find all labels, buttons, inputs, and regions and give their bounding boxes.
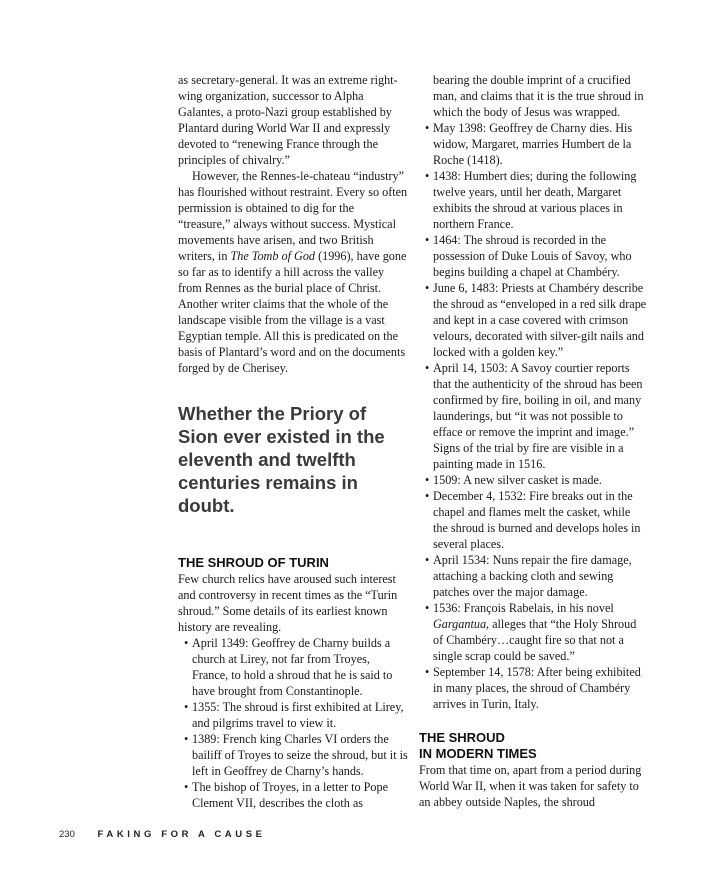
running-head: FAKING FOR A CAUSE [97, 829, 266, 840]
list-item: • May 1398: Geoffrey de Charny dies. His widow, Margaret, marries Humbert de la Roche (1418). [425, 121, 633, 167]
bullet-glyph: • [184, 636, 189, 650]
book-title: Gargantua, [433, 617, 490, 631]
bullet-glyph: • [425, 553, 430, 567]
pull-quote: Whether the Priory of Sion ever existed in the eleventh and twelfth centuries remains in doubt. [178, 403, 385, 516]
list-item: • 1438: Humbert dies; during the following twelve years, until her death, Margaret exhibits the shroud at various places in northern France. [425, 169, 637, 231]
paragraph-rennes-industry [178, 168, 408, 376]
bullet-glyph: • [425, 489, 430, 503]
bullet-glyph: • [425, 665, 430, 679]
list-item: • December 4, 1532: Fire breaks out in the chapel and flames melt the casket, while the shroud is burned and develops holes in several places. [425, 489, 641, 551]
paragraph-text: However, the Rennes-le-chateau “industry” has flourished without restraint. Every so often permission is obtained to dig for the “treasure,” always without success. Mystical movements have arisen, and two British writers, in [178, 169, 408, 263]
list-item: • April 1534: Nuns repair the fire damage, attaching a backing cloth and sewing patches over the major damage. [425, 553, 632, 599]
paragraph-secretary-general: as secretary-general. It was an extreme right-wing organization, successor to Alpha Galantes, a proto-Nazi group established by Plantard during World War II and expressly devoted to “renewing France through the principles of chivalry.” [178, 73, 398, 167]
right-column [419, 72, 647, 810]
page-number: 230 [59, 829, 75, 840]
bullet-glyph: • [425, 121, 430, 135]
paragraph-text: (1996), have gone so far as to identify a hill across the valley from Rennes as the burial place of Christ. Another writer claims that the whole of the landscape visible from the village is a vast Egyptian temple. All this is predicated on the basis of Plantard’s word and on the documents forged by de Cherisey. [178, 249, 407, 375]
bullet-glyph: • [184, 700, 189, 714]
list-item: • 1536: François Rabelais, in his novel Gargantua, alleges that “the Holy Shroud of Chambéry…caught fire so that not a single scrap could be saved.” [425, 601, 637, 663]
heading-line: IN MODERN TIMES [419, 746, 537, 761]
list-item: • 1464: The shroud is recorded in the possession of Duke Louis of Savoy, who begins building a chapel at Chambéry. [425, 233, 632, 279]
bullet-glyph: • [425, 361, 430, 375]
list-item: • 1355: The shroud is first exhibited at Lirey, and pilgrims travel to view it. [184, 700, 404, 730]
bullet-glyph: • [425, 281, 430, 295]
section-heading-shroud-of-turin: THE SHROUD OF TURIN [178, 555, 329, 570]
page-footer [59, 829, 266, 840]
list-item: • 1389: French king Charles VI orders the bailiff of Troyes to seize the shroud, but it is left in Geoffrey de Charny’s hands. [184, 732, 408, 778]
bullet-glyph: • [184, 780, 189, 794]
list-item-continuation: bearing the double imprint of a crucified man, and claims that it is the true shroud in which the body of Jesus was wrapped. [433, 73, 644, 119]
list-item: • The bishop of Troyes, in a letter to Pope Clement VII, describes the cloth as [184, 780, 388, 810]
bullet-list-right [419, 72, 647, 712]
left-column [178, 72, 408, 811]
list-item: • June 6, 1483: Priests at Chambéry describe the shroud as “enveloped in a red silk drape and kept in a case covered with crimson velours, decorated with silver-gilt nails and locked with a golden key.” [425, 281, 647, 359]
bullet-glyph: • [425, 233, 430, 247]
book-title: The Tomb of God [230, 249, 316, 263]
heading-line: THE SHROUD [419, 730, 505, 745]
paragraph-intro: Few church relics have aroused such interest and controversy in recent times as the “Turin shroud.” Some details of its earliest known history are revealing. [178, 572, 398, 634]
bullet-glyph: • [425, 601, 430, 615]
list-item: • September 14, 1578: After being exhibited in many places, the shroud of Chambéry arrives in Turin, Italy. [425, 665, 641, 711]
bullet-list-left [178, 635, 408, 811]
bullet-glyph: • [425, 473, 430, 487]
bullet-glyph: • [184, 732, 189, 746]
list-item: • 1509: A new silver casket is made. [425, 473, 602, 487]
section-heading-modern-times [419, 730, 647, 762]
list-item: • April 1349: Geoffrey de Charny builds a church at Lirey, not far from Troyes, France, to hold a shroud that he is said to have brought from Constantinople. [184, 636, 393, 698]
bullet-glyph: • [425, 169, 430, 183]
list-item: • April 14, 1503: A Savoy courtier reports that the authenticity of the shroud has been confirmed by fire, boiling in oil, and many launderings, but “it was not possible to efface or remove the imprint and image.” Signs of the trial by fire are visible in a painting made in 1516. [425, 361, 643, 471]
paragraph-closing: From that time on, apart from a period during World War II, when it was taken for safety to an abbey outside Naples, the shroud [419, 763, 642, 809]
